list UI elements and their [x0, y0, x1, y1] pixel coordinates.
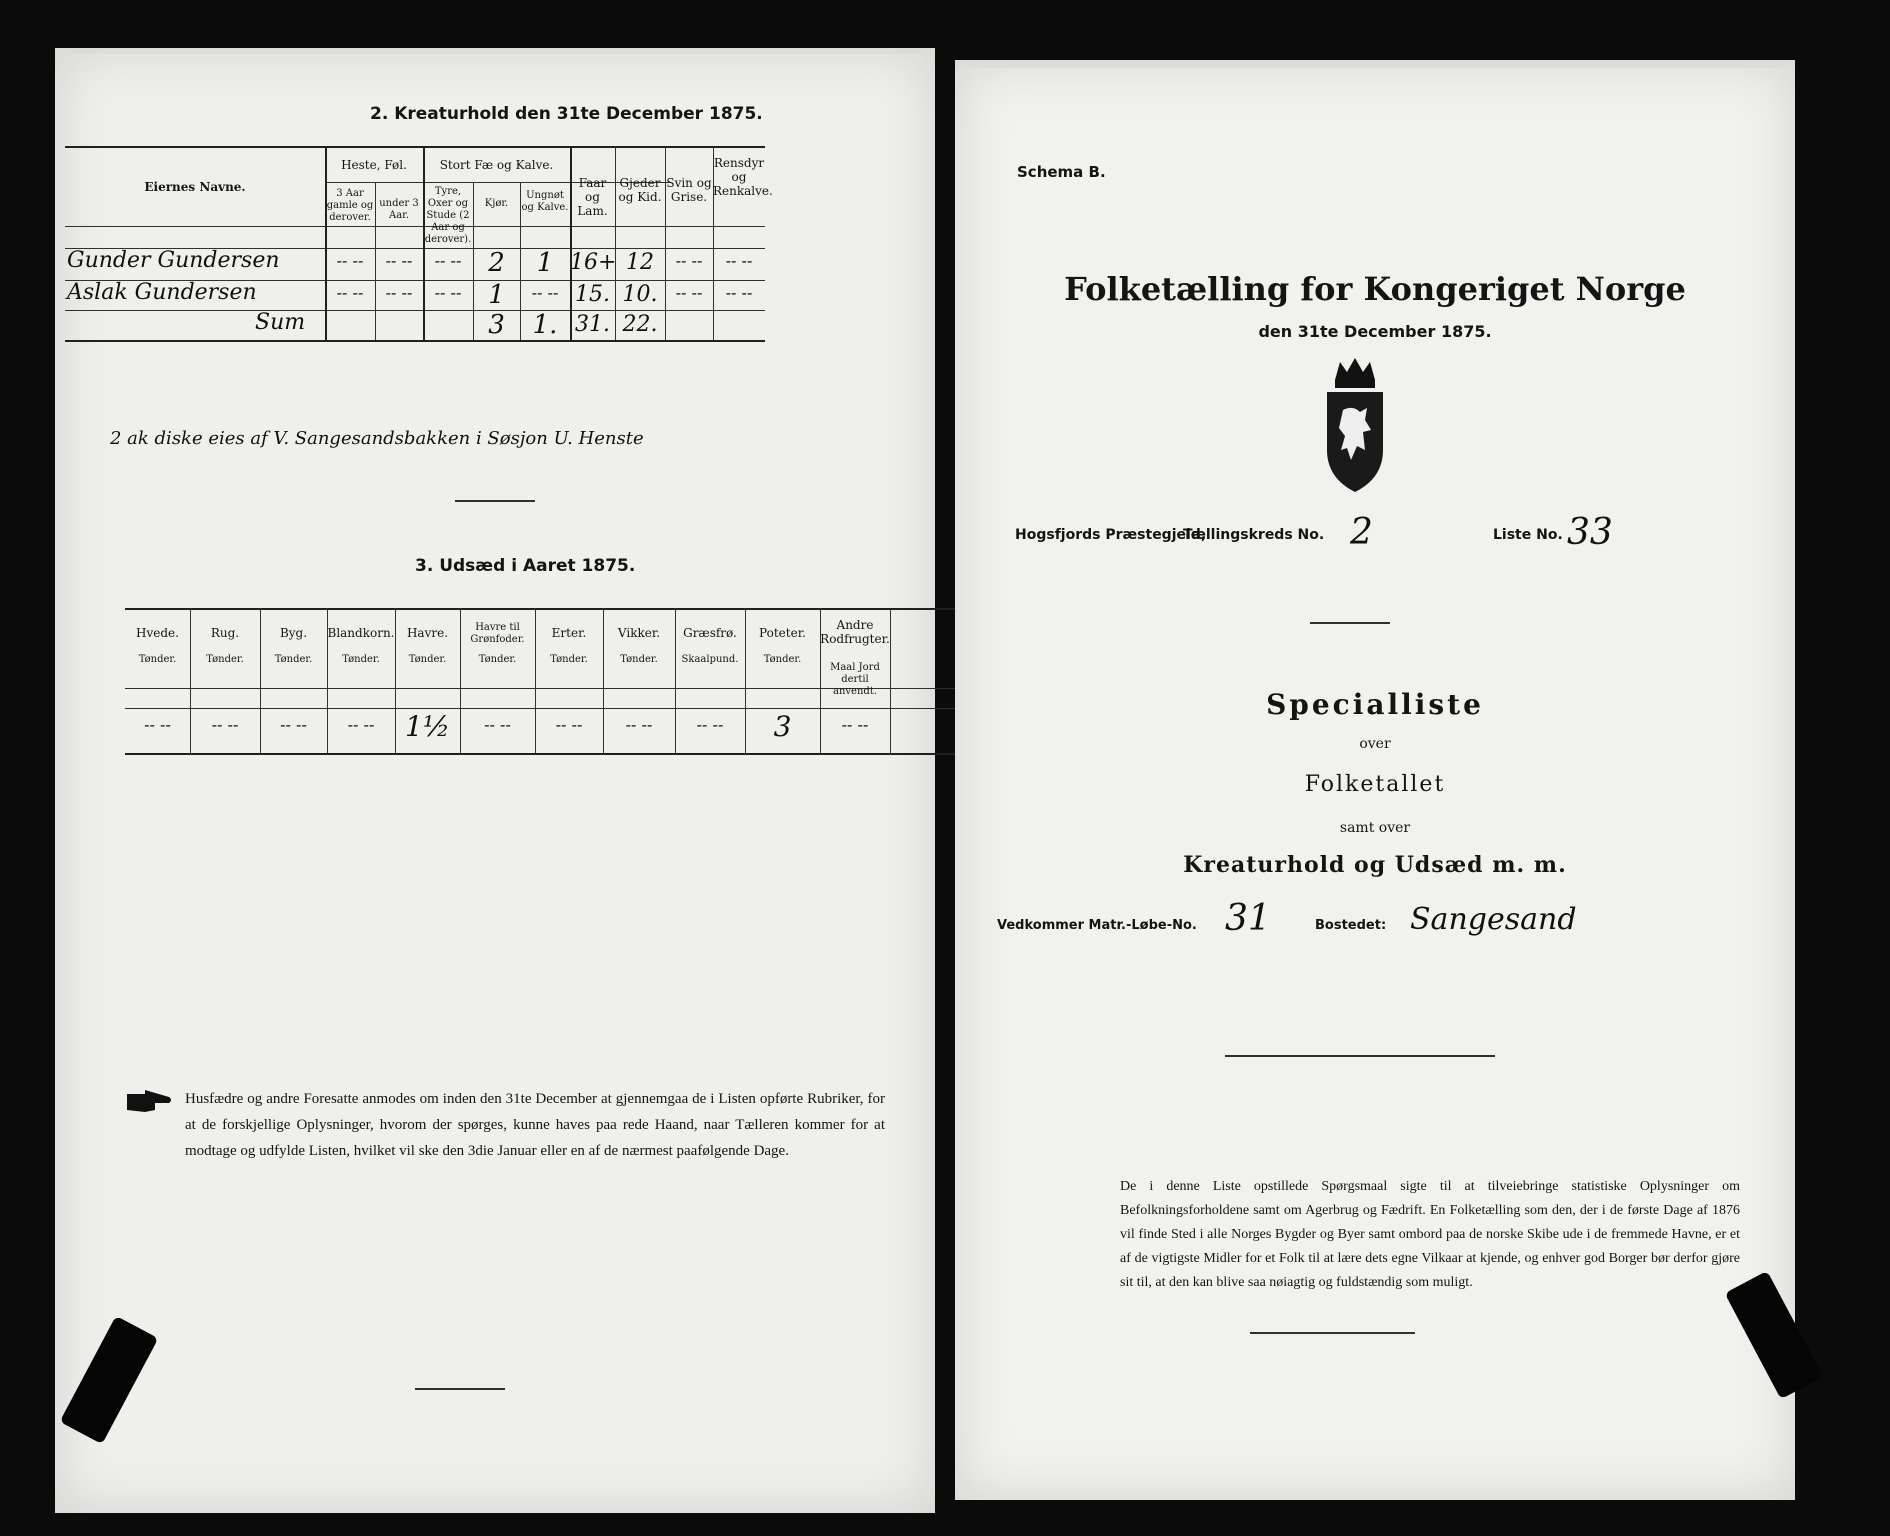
divider — [1250, 1332, 1415, 1334]
district-label: Tællingskreds No. — [1183, 527, 1325, 543]
table-cell: -- -- — [336, 251, 364, 270]
sowing-col: Andre Rodfrugter. — [820, 618, 890, 646]
group-header-horses: Heste, Føl. — [341, 158, 407, 172]
sowing-unit: Tønder. — [342, 654, 380, 665]
sowing-value: -- -- — [347, 715, 375, 734]
table-rule — [65, 340, 765, 342]
sowing-unit: Tønder. — [478, 654, 517, 665]
owner-name: Gunder Gundersen — [67, 248, 280, 273]
table-cell: -- -- — [385, 283, 413, 302]
col-header: Kjør. — [484, 198, 509, 209]
coat-of-arms-icon — [1305, 350, 1405, 500]
table-cell: 1 — [488, 280, 505, 310]
table-rule — [125, 608, 965, 610]
notice-text: Husfædre og andre Foresatte anmodes om inden den 31te December at gjennemgaa de i Listen opførte Rubriker, for at de forskjellige Oplysninger, hvorom der spørges, kunne haves paa rede Haand, naar Tælleren kommer for at modtage og udfylde Listen, hvilket vil ske den 3die Januar eller en af de nærmest paafølgende Dage. — [185, 1091, 885, 1159]
sowing-unit: Tønder. — [206, 654, 244, 665]
table-cell: -- -- — [725, 251, 753, 270]
table-cell: -- -- — [675, 283, 703, 302]
table-cell: 2 — [488, 248, 505, 278]
sowing-col: Blandkorn. — [327, 626, 395, 640]
list-value: 33 — [1567, 512, 1613, 553]
sowing-value: 3 — [773, 710, 792, 743]
sowing-unit: Tønder. — [620, 654, 658, 665]
matr-value: 31 — [1225, 898, 1271, 939]
sowing-unit: Tønder. — [763, 654, 802, 665]
table-rule — [65, 146, 765, 148]
sowing-value: -- -- — [211, 715, 239, 734]
sowing-col: Havre. — [406, 626, 449, 640]
sowing-unit: Maal Jord dertil anvendt. — [830, 662, 880, 697]
table-rule — [125, 753, 965, 755]
page-edge — [955, 60, 1795, 68]
footer-text: De i denne Liste opstillede Spørgsmaal sigte til at tilveiebringe statistiske Oplysninger om Befolkningsforholdene samt om Agerbrug og Fædrift. En Folketælling som den, der i de første Dage af 1876 vil finde Sted i alle Norges Bygder og Byer samt ombord paa de norske Skibe ude i de fremmede Havne, er et af de vigtigste Midler for et Folk til at lære dets egne Vilkaar at kjende, og enhver god Borger bør derfor gjøre sit til, at den kan blive saa nøiagtig og fuldstændig som muligt. — [1120, 1179, 1740, 1290]
page-edge — [55, 48, 935, 54]
col-header: Ungnøt og Kalve. — [521, 190, 569, 213]
left-page — [55, 48, 935, 1513]
table-cell: 15. — [575, 282, 610, 307]
col-header: Rensdyr og Renkalve. — [713, 156, 773, 198]
sowing-value: -- -- — [696, 715, 724, 734]
sowing-value: -- -- — [625, 715, 653, 734]
sowing-col: Byg. — [279, 626, 308, 640]
sowing-value: -- -- — [144, 715, 171, 734]
sowing-value: -- -- — [280, 715, 307, 734]
livestock-footnote: 2 ak diske eies af V. Sangesandsbakken i Søsjon U. Henste — [110, 428, 644, 449]
sowing-unit: Tønder. — [274, 654, 313, 665]
table-cell: 3 — [488, 310, 505, 340]
table-rule — [125, 708, 965, 709]
document-title: Folketælling for Kongeriget Norge — [1064, 270, 1686, 308]
sowing-col: Hvede. — [136, 626, 179, 640]
table-cell: 1. — [532, 310, 558, 340]
col-header: Gjeder og Kid. — [618, 176, 662, 204]
owner-name: Aslak Gundersen — [67, 280, 257, 305]
livestock-title: 2. Kreaturhold den 31te December 1875. — [370, 104, 763, 124]
col-header: under 3 Aar. — [379, 198, 419, 221]
table-col-rule — [890, 608, 891, 753]
bosted-label: Bostedet: — [1315, 918, 1387, 933]
right-page — [955, 60, 1795, 1500]
sowing-col: Græsfrø. — [683, 626, 737, 640]
table-cell: 1 — [536, 248, 554, 278]
col-header: Faar og Lam. — [577, 176, 608, 218]
sowing-unit: Tønder. — [408, 654, 447, 665]
table-cell: 31. — [575, 312, 610, 337]
sowing-unit: Tønder. — [138, 654, 177, 665]
table-cell: -- -- — [434, 283, 462, 302]
matr-label: Vedkommer Matr.-Løbe-No. — [997, 918, 1197, 933]
sowing-unit: Tønder. — [550, 654, 588, 665]
sowing-col: Vikker. — [617, 626, 661, 640]
table-cell: -- -- — [531, 283, 559, 302]
table-cell: -- -- — [434, 251, 462, 270]
sowing-value: -- -- — [841, 715, 869, 734]
divider — [1310, 622, 1390, 624]
sowing-col: Poteter. — [759, 626, 806, 640]
list-label: Liste No. — [1493, 527, 1563, 543]
table-cell: 10. — [622, 282, 658, 307]
group-header-cattle: Stort Fæ og Kalve. — [439, 158, 554, 172]
sowing-col: Rug. — [210, 626, 240, 640]
document-date: den 31te December 1875. — [1258, 322, 1492, 341]
sowing-value: -- -- — [555, 715, 583, 734]
kreaturhold-heading: Kreaturhold og Udsæd m. m. — [1183, 852, 1567, 878]
sum-label: Sum — [255, 310, 306, 335]
divider — [415, 1388, 505, 1390]
col-header: Svin og Grise. — [666, 176, 712, 204]
col-header: Tyre, Oxer og Stude (2 Aar og derover). — [424, 186, 472, 245]
district-value: 2 — [1350, 512, 1373, 553]
folketallet-heading: Folketallet — [1304, 772, 1446, 797]
table-cell: -- -- — [675, 251, 703, 270]
sowing-col: Havre til Grønfoder. — [470, 622, 525, 645]
table-col-rule — [325, 146, 327, 340]
owner-header: Eiernes Navne. — [144, 180, 246, 194]
table-rule — [65, 226, 765, 227]
col-header: 3 Aar gamle og derover. — [326, 188, 374, 223]
table-cell: -- -- — [336, 283, 364, 302]
bosted-value: Sangesand — [1410, 902, 1577, 937]
over-text: over — [1359, 736, 1391, 752]
sowing-value: 1½ — [405, 710, 450, 743]
specialliste-heading: Specialliste — [1266, 688, 1484, 721]
divider — [455, 500, 535, 502]
sowing-unit: Skaalpund. — [681, 654, 739, 665]
table-cell: 12 — [626, 250, 654, 275]
table-cell: -- -- — [725, 283, 753, 302]
pointing-hand-icon — [125, 1088, 175, 1114]
sowing-title: 3. Udsæd i Aaret 1875. — [415, 556, 636, 576]
sowing-col: Erter. — [551, 626, 587, 640]
samt-over-text: samt over — [1339, 820, 1411, 836]
table-cell: 22. — [622, 312, 658, 337]
divider — [1225, 1055, 1495, 1057]
table-cell: 16+ — [570, 250, 617, 275]
schema-label: Schema B. — [1017, 163, 1106, 181]
sowing-value: -- -- — [484, 715, 511, 734]
table-cell: -- -- — [385, 251, 413, 270]
parish-label: Hogsfjords Præstegjeld, — [1015, 527, 1207, 543]
